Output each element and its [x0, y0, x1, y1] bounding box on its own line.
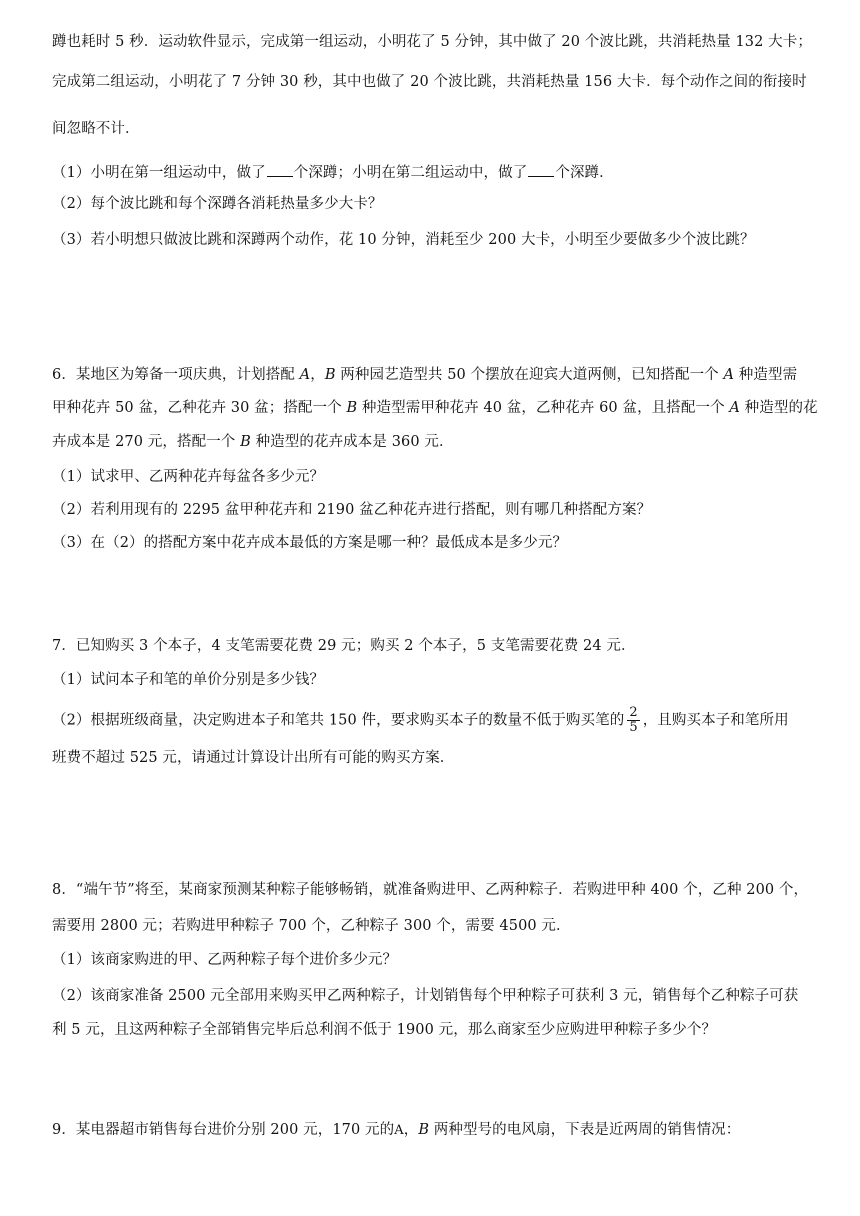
q6-text: 种造型需甲种花卉 40 盆，乙种花卉 60 盆，且搭配一个 [357, 400, 730, 416]
q6-text: 种造型的花卉成本是 360 元． [250, 434, 454, 450]
q6-var-a: A [723, 367, 735, 383]
q6-text: 6．某地区为筹备一项庆典，计划搭配 [52, 367, 300, 383]
q7-text-line-1: 7．已知购买 3 个本子，4 支笔需要花费 29 元；购买 2 个本子，5 支笔需要花费 24 元． [52, 638, 636, 654]
q5-sub1-part-b: 个深蹲；小明在第二组运动中，做了 [293, 165, 528, 181]
q6-var-b: B [346, 400, 358, 416]
q7-sub2-text: （2）根据班级商量，决定购进本子和笔共 150 件，要求购买本子的数量不低于购买笔的 [52, 712, 625, 729]
q6-var-b: B [324, 367, 336, 383]
q9-var-a: A [394, 1123, 404, 1138]
q6-text: 种造型的花 [739, 400, 818, 416]
q5-text-line-2: 完成第二组运动，小明花了 7 分钟 30 秒，其中也做了 20 个波比跳，共消耗热量 156 大卡．每个动作之间的衔接时 [52, 74, 807, 90]
fraction-numerator: 2 [629, 705, 638, 720]
q6-subquestion-1: （1）试求甲、乙两种花卉每盆各多少元？ [52, 469, 325, 485]
answer-blank[interactable] [528, 162, 554, 177]
q8-text-line-2: 需要用 2800 元；若购进甲种粽子 700 个，乙种粽子 300 个，需要 4500 元． [52, 918, 571, 934]
q6-var-a: A [729, 400, 740, 416]
q6-subquestion-3: （3）在（2）的搭配方案中花卉成本最低的方案是哪一种？最低成本是多少元？ [52, 535, 568, 551]
q6-text-line-3 [52, 432, 820, 452]
q5-subquestion-3: （3）若小明想只做波比跳和深蹲两个动作，花 10 分钟，消耗至少 200 大卡，小明至少要做多少个波比跳？ [52, 232, 755, 248]
q6-subquestion-2: （2）若利用现有的 2295 盆甲种花卉和 2190 盆乙种花卉进行搭配，则有哪几种搭配方案？ [52, 502, 652, 518]
q8-subquestion-2-continued: 利 5 元，且这两种粽子全部销售完毕后总利润不低于 1900 元，那么商家至少应购进甲种粽子多少个？ [52, 1022, 717, 1038]
q8-subquestion-1: （1）该商家购进的甲、乙两种粽子每个进价多少元？ [52, 952, 398, 968]
q6-var-b: B [240, 434, 251, 450]
q5-sub1-part-c: 个深蹲． [555, 165, 614, 181]
fraction-denominator: 5 [629, 720, 638, 735]
q9-text: 9．某电器超市销售每台进价分别 200 元，170 元的 [52, 1122, 395, 1138]
q7-subquestion-2 [52, 706, 820, 735]
q6-text: 卉成本是 270 元，搭配一个 [52, 434, 241, 450]
q7-subquestion-1: （1）试问本子和笔的单价分别是多少钱？ [52, 672, 325, 688]
q5-text-line-1: 蹲也耗时 5 秒．运动软件显示，完成第一组运动，小明花了 5 分钟，其中做了 20 个波比跳，共消耗热量 132 大卡； [52, 34, 812, 50]
q6-text: 两种园艺造型共 50 个摆放在迎宾大道两侧，已知搭配一个 [335, 367, 724, 383]
fraction [627, 706, 639, 735]
q6-text-line-1 [52, 365, 820, 385]
q6-text: 种造型需 [734, 367, 798, 383]
q6-text: 甲种花卉 50 盆，乙种花卉 30 盆；搭配一个 [52, 400, 347, 416]
q9-text: 两种型号的电风扇，下表是近两周的销售情况： [429, 1122, 741, 1138]
q9-text: ， [403, 1122, 419, 1138]
q9-text-line-1 [52, 1120, 820, 1141]
q7-subquestion-2-continued: 班费不超过 525 元，请通过计算设计出所有可能的购买方案． [52, 750, 455, 766]
q7-sub2-text: ，且购买本子和笔所用 [642, 712, 789, 729]
q6-var-a: A [299, 367, 311, 383]
q6-text-line-2 [52, 398, 820, 418]
q6-text: ， [310, 367, 325, 383]
q8-text-line-1: 8．“端午节”将至，某商家预测某种粽子能够畅销，就准备购进甲、乙两种粽子．若购进甲种 400 个，乙种 200 个， [52, 882, 809, 898]
q5-sub1-part-a: （1）小明在第一组运动中，做了 [52, 165, 266, 181]
q5-subquestion-2: （2）每个波比跳和每个深蹲各消耗热量多少大卡？ [52, 196, 383, 212]
answer-blank[interactable] [267, 162, 293, 177]
q5-text-line-3: 间忽略不计． [52, 121, 140, 137]
q8-subquestion-2: （2）该商家准备 2500 元全部用来购买甲乙两种粽子，计划销售每个甲种粽子可获利 3 元，销售每个乙种粽子可获 [52, 988, 799, 1004]
q9-var-b: B [418, 1122, 430, 1138]
q5-subquestion-1 [52, 162, 820, 183]
